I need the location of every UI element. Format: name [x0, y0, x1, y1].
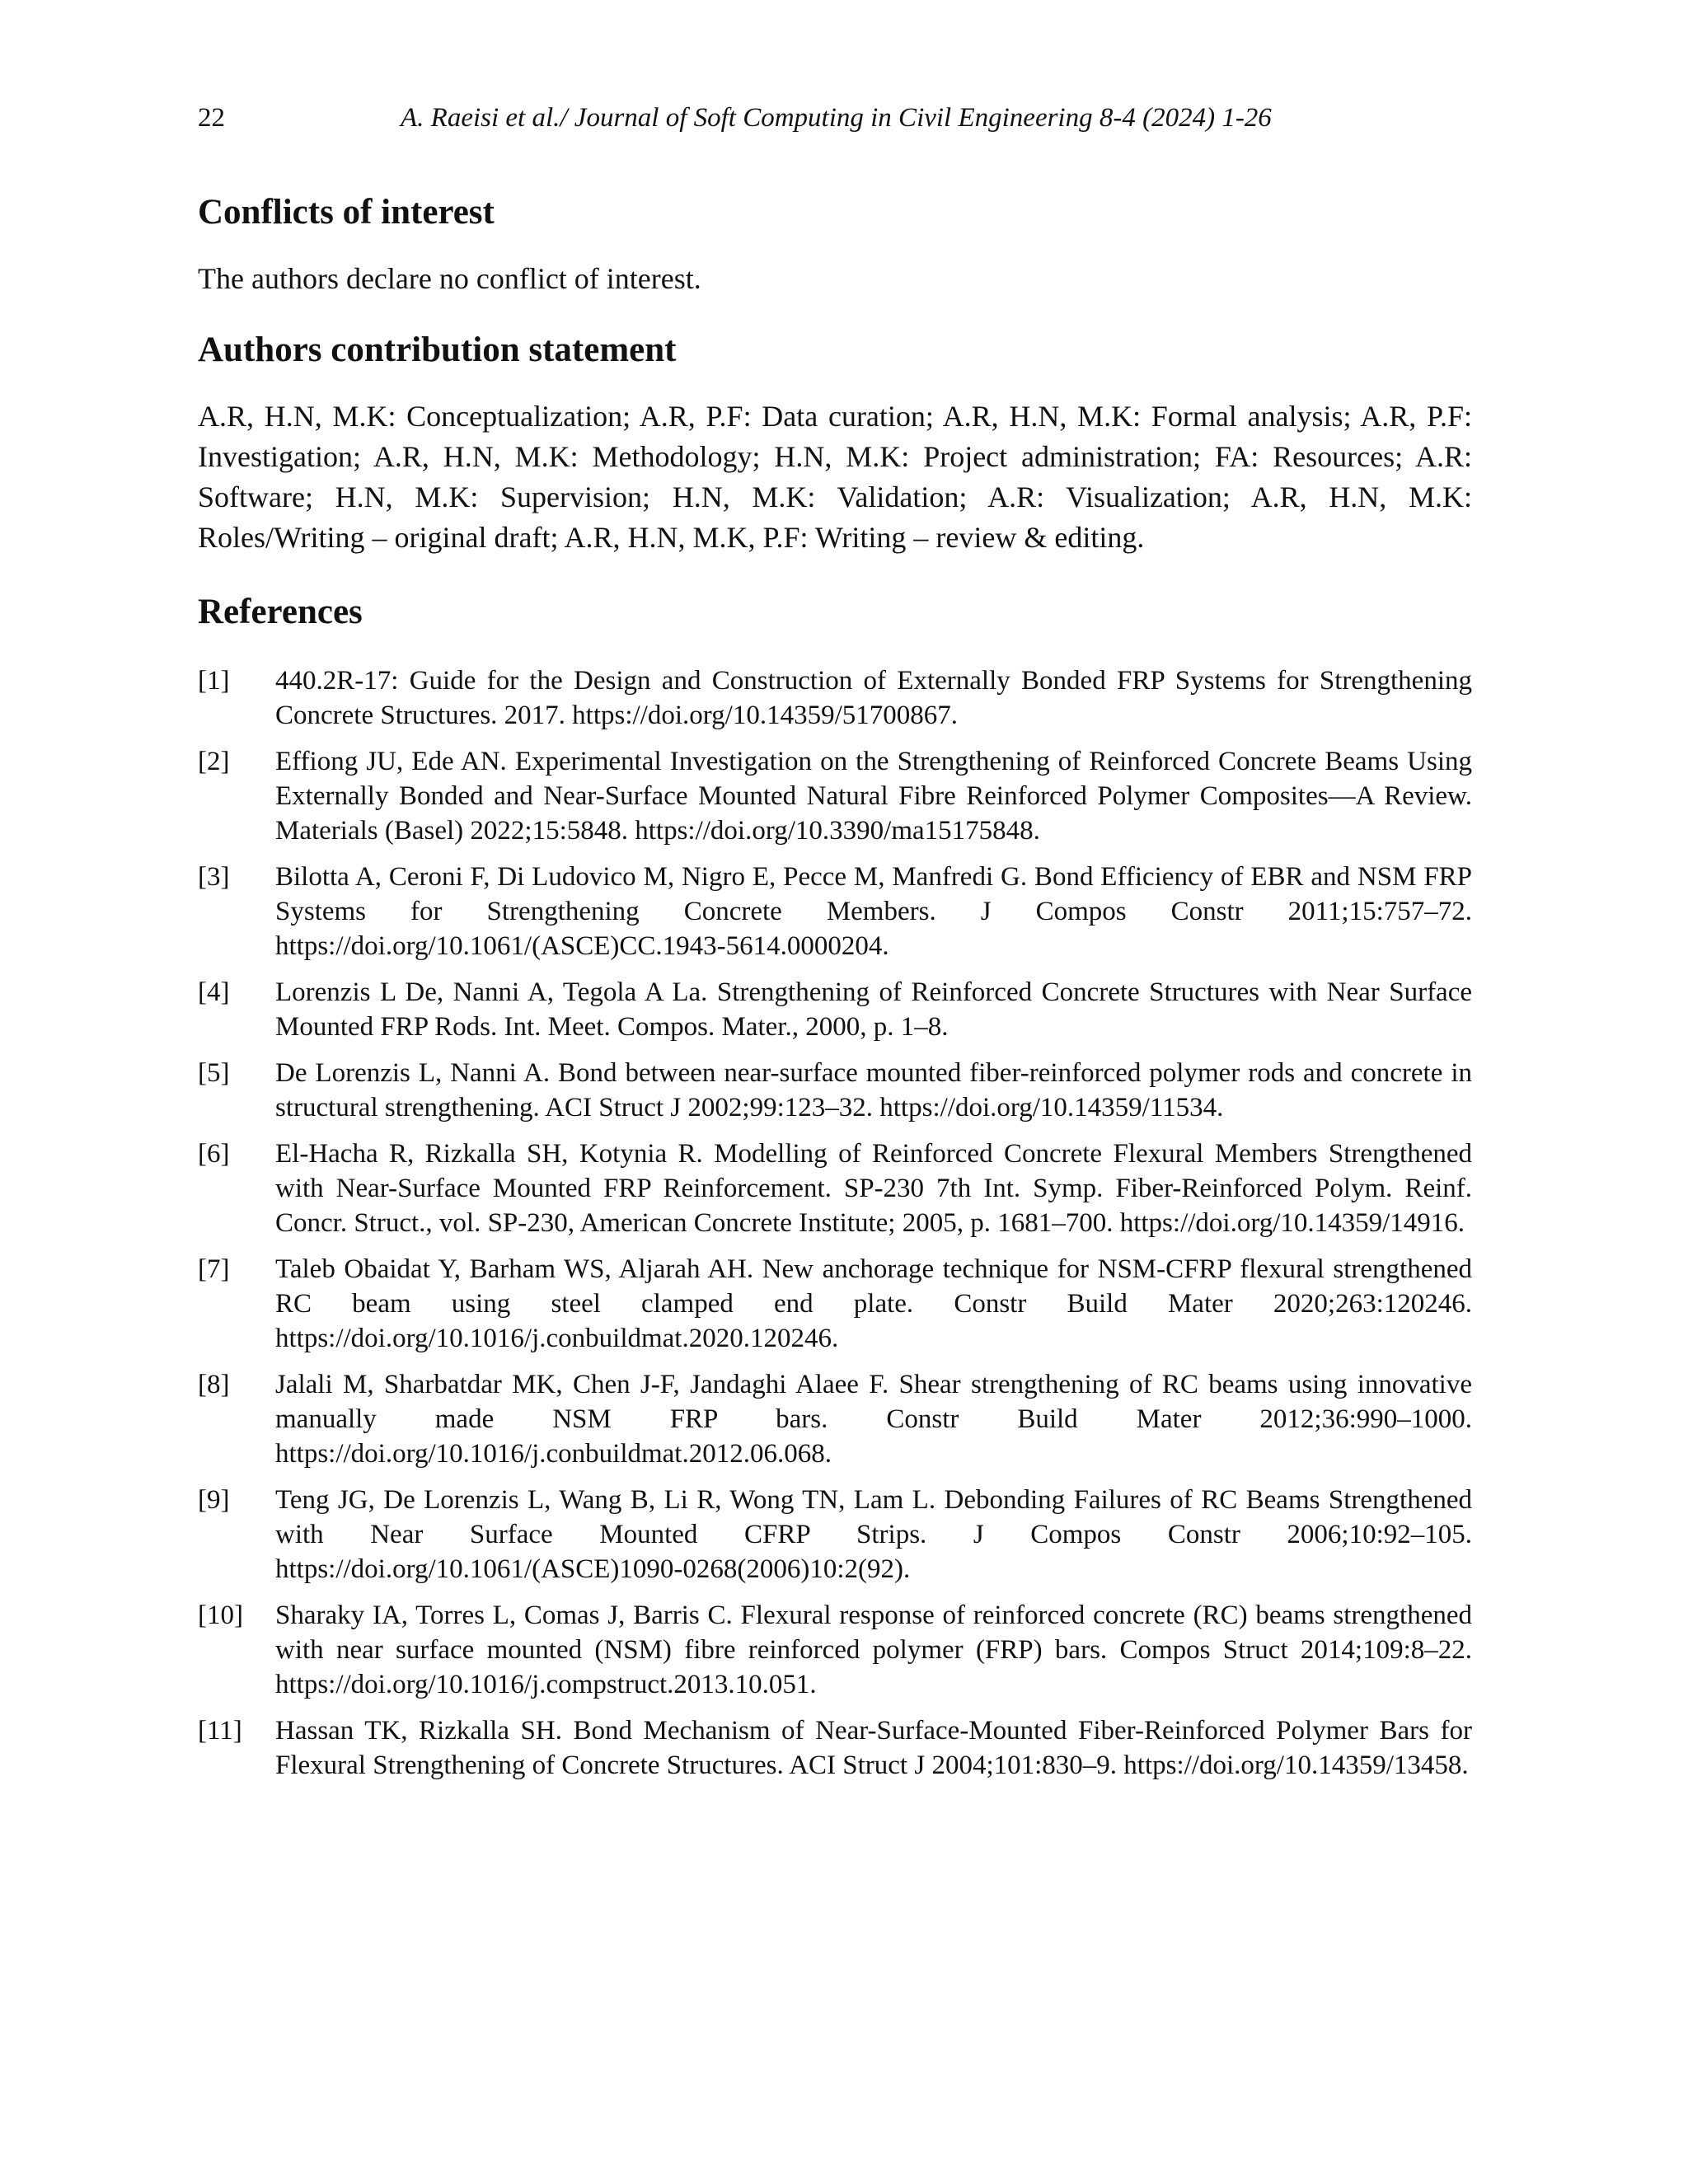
- reference-item: [198, 860, 1472, 963]
- reference-text: Taleb Obaidat Y, Barham WS, Aljarah AH. New anchorage technique for NSM-CFRP flexural strengthened RC beam using steel clamped end plate. Constr Build Mater 2020;263:120246. https://doi.org/10.1016/j.conbuildmat.2020.120246.: [275, 1254, 1472, 1353]
- reference-item: [198, 1483, 1472, 1586]
- reference-number: [7]: [198, 1254, 230, 1284]
- reference-text: 440.2R-17: Guide for the Design and Construction of Externally Bonded FRP Systems for Strengthening Concrete Structures. 2017. https://doi.org/10.14359/51700867.: [275, 666, 1472, 730]
- reference-number: [1]: [198, 666, 230, 696]
- reference-item: [198, 1137, 1472, 1240]
- reference-number: [11]: [198, 1716, 242, 1746]
- reference-text: Effiong JU, Ede AN. Experimental Investigation on the Strengthening of Reinforced Concrete Beams Using Externally Bonded and Near-Surface Mounted Natural Fibre Reinforced Polymer Composites—A Review. Materials (Basel) 2022;15:5848. https://doi.org/10.3390/ma15175848.: [275, 747, 1472, 846]
- contribution-heading: Authors contribution statement: [198, 330, 677, 369]
- references-section: [198, 589, 1472, 1783]
- reference-number: [8]: [198, 1370, 230, 1399]
- running-header: [198, 97, 1484, 138]
- reference-text: Bilotta A, Ceroni F, Di Ludovico M, Nigro E, Pecce M, Manfredi G. Bond Efficiency of EBR and NSM FRP Systems for Strengthening Concrete Members. J Compos Constr 2011;15:757–72. https://doi.org/10.1061/(ASCE)CC.1943-5614.0000204.: [275, 862, 1472, 961]
- reference-text: Lorenzis L De, Nanni A, Tegola A La. Strengthening of Reinforced Concrete Structures with Near Surface Mounted FRP Rods. Int. Meet. Compos. Mater., 2000, p. 1–8.: [275, 977, 1472, 1042]
- reference-item: [198, 663, 1472, 733]
- reference-text: De Lorenzis L, Nanni A. Bond between near-surface mounted fiber-reinforced polymer rods and concrete in structural strengthening. ACI Struct J 2002;99:123–32. https://doi.org/10.14359/11534.: [275, 1058, 1472, 1122]
- page-body: [198, 190, 1472, 1794]
- reference-number: [2]: [198, 747, 230, 776]
- references-heading: References: [198, 593, 363, 631]
- reference-text: El-Hacha R, Rizkalla SH, Kotynia R. Modelling of Reinforced Concrete Flexural Members Strengthened with Near-Surface Mounted FRP Reinforcement. SP-230 7th Int. Symp. Fiber-Reinforced Polym. Reinf. Concr. Struct., vol. SP-230, American Concrete Institute; 2005, p. 1681–700. https://doi.org/10.14359/14916.: [275, 1139, 1472, 1238]
- reference-item: [198, 744, 1472, 848]
- contribution-text: A.R, H.N, M.K: Conceptualization; A.R, P.F: Data curation; A.R, H.N, M.K: Formal analysis; A.R, P.F: Investigation; A.R, H.N, M.K: Methodology; H.N, M.K: Project administration; FA: Resources; A.R: Software; H.N, M.K: Supervision; H.N, M.K: Validation; A.R: Visualization; A.R, H.N, M.K: Roles/Writing – original draft; A.R, H.N, M.K, P.F: Writing – review & editing.: [198, 400, 1472, 554]
- contribution-section: [198, 327, 1472, 558]
- reference-number: [5]: [198, 1058, 230, 1088]
- reference-list: [198, 663, 1472, 1783]
- reference-item: [198, 1056, 1472, 1125]
- reference-item: [198, 975, 1472, 1044]
- reference-item: [198, 1598, 1472, 1702]
- reference-number: [9]: [198, 1485, 230, 1515]
- reference-number: [6]: [198, 1139, 230, 1169]
- reference-text: Teng JG, De Lorenzis L, Wang B, Li R, Wong TN, Lam L. Debonding Failures of RC Beams Strengthened with Near Surface Mounted CFRP Strips. J Compos Constr 2006;10:92–105. https://doi.org/10.1061/(ASCE)1090-0268(2006)10:2(92).: [275, 1485, 1472, 1584]
- reference-text: Sharaky IA, Torres L, Comas J, Barris C. Flexural response of reinforced concrete (RC) beams strengthened with near surface mounted (NSM) fibre reinforced polymer (FRP) bars. Compos Struct 2014;109:8–22. https://doi.org/10.1016/j.compstruct.2013.10.051.: [275, 1601, 1472, 1699]
- reference-number: [10]: [198, 1601, 243, 1630]
- reference-number: [3]: [198, 862, 230, 892]
- reference-text: Hassan TK, Rizkalla SH. Bond Mechanism of Near-Surface-Mounted Fiber-Reinforced Polymer Bars for Flexural Strengthening of Concrete Structures. ACI Struct J 2004;101:830–9. https://doi.org/10.14359/13458.: [275, 1716, 1472, 1780]
- reference-item: [198, 1252, 1472, 1356]
- reference-item: [198, 1713, 1472, 1783]
- conflicts-heading: Conflicts of interest: [198, 193, 495, 232]
- reference-number: [4]: [198, 977, 230, 1007]
- conflicts-section: [198, 190, 1472, 299]
- reference-item: [198, 1367, 1472, 1471]
- conflicts-text: The authors declare no conflict of interest.: [198, 262, 701, 295]
- journal-citation: A. Raeisi et al./ Journal of Soft Computing in Civil Engineering 8-4 (2024) 1-26: [401, 103, 1272, 133]
- page-number: 22: [198, 103, 225, 133]
- reference-text: Jalali M, Sharbatdar MK, Chen J-F, Jandaghi Alaee F. Shear strengthening of RC beams using innovative manually made NSM FRP bars. Constr Build Mater 2012;36:990–1000. https://doi.org/10.1016/j.conbuildmat.2012.06.068.: [275, 1370, 1472, 1469]
